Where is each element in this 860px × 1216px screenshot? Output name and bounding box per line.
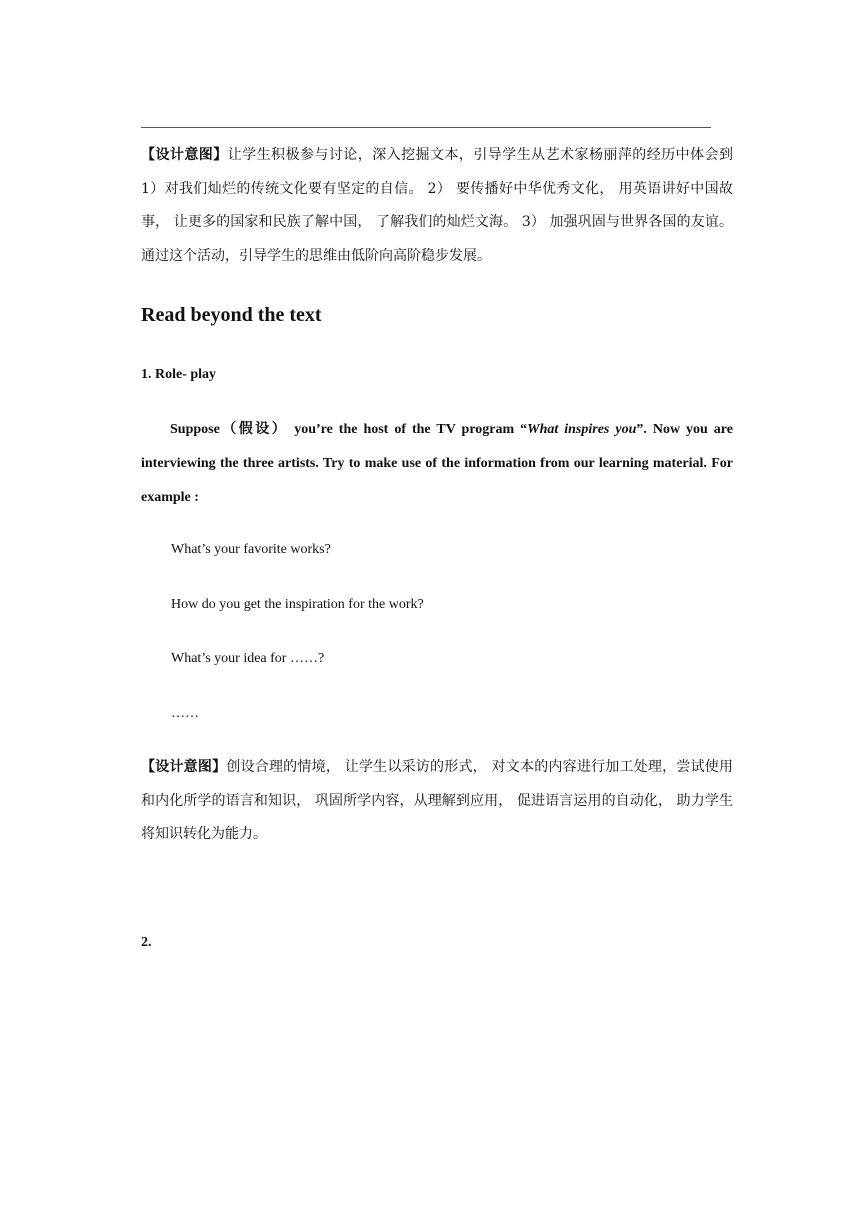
item-role-play: 1. Role- play [141, 367, 217, 382]
design-intent-tag-1: 【设计意图】 [141, 147, 228, 163]
example-question-3: What’s your idea for ……? [171, 651, 325, 666]
example-question-2: How do you get the inspiration for the work? [171, 597, 424, 612]
role-play-prompt [141, 413, 733, 515]
section-heading: Read beyond the text [141, 304, 322, 326]
design-intent-paragraph-1 [141, 139, 733, 273]
prompt-part-b: ”. Now you are interviewing the three artists. Try to make use of the information from our learning material. For example : [141, 422, 733, 505]
design-intent-tag-2: 【设计意图】 [141, 759, 227, 775]
header-rule [141, 127, 711, 128]
program-title: What inspires you [527, 422, 637, 437]
prompt-part-a: Suppose（假设） you’re the host of the TV program “ [170, 422, 528, 437]
design-intent-paragraph-2 [141, 751, 733, 852]
example-question-1: What’s your favorite works? [171, 542, 331, 557]
design-intent-text-2: 创设合理的情境， 让学生以采访的形式， 对文本的内容进行加工处理，尝试使用和内化所学的语言和知识， 巩固所学内容，从理解到应用， 促进语言运用的自动化， 助力学生将知识转化为能力。 [141, 759, 734, 842]
example-ellipsis: …… [171, 706, 199, 721]
item-2-number: 2. [141, 935, 152, 950]
design-intent-text-1: 让学生积极参与讨论，深入挖掘文本，引导学生从艺术家杨丽萍的经历中体会到 1）对我们灿烂的传统文化要有坚定的自信。 2） 要传播好中华优秀文化， 用英语讲好中国故事， 让更多的国家和民族了解中国， 了解我们的灿烂文海。 3） 加强巩固与世界各国的友谊。 通过这个活动，引导学生的思维由低阶向高阶稳步发展。 [141, 147, 734, 264]
